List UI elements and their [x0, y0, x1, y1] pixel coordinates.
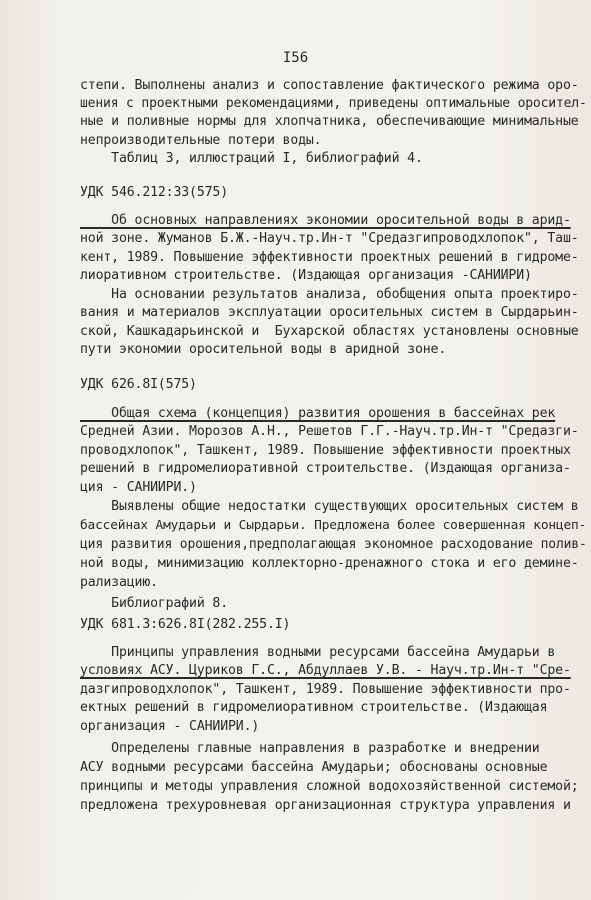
- text-line: предложена трехуровневая организационная структура управления и: [80, 798, 571, 813]
- text-line: условиях АСУ. Цуриков Г.С., Абдуллаев У.В. - Науч.тр.Ин-т "Сре-: [80, 663, 571, 678]
- text-line: ция развития орошения,предполагающая экономное расходование полив-: [80, 537, 587, 552]
- text-line: непроизводительные потери воды.: [80, 133, 322, 148]
- page-number: I56: [282, 50, 309, 66]
- text-line: дазгипроводхлопок", Ташкент, 1989. Повышение эффективности про-: [80, 682, 571, 697]
- text-line: кент, 1989. Повышение эффективности проектных решений в гидроме-: [80, 250, 579, 265]
- text-line: лиоративном строительстве. (Издающая организация -САНИИРИ): [80, 268, 532, 283]
- text-line: проводхлопок", Ташкент, 1989. Повышение эффективности проектных: [80, 443, 571, 458]
- udk-heading: УДК 546.212:33(575): [80, 185, 229, 200]
- text-line: ектных решений в гидромелиоративном строительстве. (Издающая: [80, 700, 548, 715]
- udk-heading: УДК 626.8I(575): [80, 377, 197, 392]
- udk-heading: УДК 681.3:626.8I(282.255.I): [80, 617, 291, 632]
- text-line: вания и материалов эксплуатации оросительных систем в Сырдарьин-: [80, 305, 579, 320]
- text-line: организация - САНИИРИ.): [80, 719, 260, 734]
- text-line: АСУ водными ресурсами бассейна Амударьи; обоснованы основные: [80, 760, 548, 775]
- text-line: степи. Выполнены анализ и сопоставление фактического режима оро-: [80, 78, 579, 93]
- text-line: На основании результатов анализа, обобщения опыта проектиро-: [80, 287, 579, 302]
- text-line: пути экономии оросительной воды в аридной зоне.: [80, 342, 447, 357]
- text-line: бассейнах Амударьи и Сырдарьи. Предложена более совершенная концеп-: [80, 518, 587, 533]
- text-line: ной зоне. Жуманов Б.Ж.-Науч.тр.Ин-т "Средазгипроводхлопок", Таш-: [80, 231, 579, 246]
- text-line: ской, Кашкадарьинской и Бухарской областях установлены основные: [80, 324, 579, 339]
- text-line: ной воды, минимизацию коллекторно-дренажного стока и его демине-: [80, 556, 579, 571]
- text-line: принципы и методы управления сложной водохозяйственной системой;: [80, 779, 579, 794]
- text-line: Принципы управления водными ресурсами бассейна Амударьи в: [80, 645, 556, 660]
- text-line: Выявлены общие недостатки существующих оросительных систем в: [80, 499, 579, 514]
- text-line: Общая схема (концепция) развития орошения в бассейнах рек: [80, 406, 556, 421]
- text-line: Библиографий 8.: [80, 596, 229, 611]
- text-line: решений в гидромелиоративной строительстве. (Издающая организа-: [80, 461, 571, 476]
- text-line: Таблиц 3, иллюстраций I, библиографий 4.: [80, 151, 423, 166]
- text-line: рализацию.: [80, 575, 158, 590]
- text-line: Средней Азии. Морозов А.Н., Решетов Г.Г.-Науч.тр.Ин-т "Средазги-: [80, 424, 579, 439]
- text-line: шения с проектными рекомендациями, приведены оптимальные оросител-: [80, 96, 587, 111]
- text-line: Об основных направлениях экономии оросительной воды в арид-: [80, 213, 571, 228]
- text-line: ные и поливные нормы для хлопчатника, обеспечивающие минимальные: [80, 114, 579, 129]
- text-line: Определены главные направления в разработке и внедрении: [80, 741, 540, 756]
- text-line: ция - САНИИРИ.): [80, 480, 197, 495]
